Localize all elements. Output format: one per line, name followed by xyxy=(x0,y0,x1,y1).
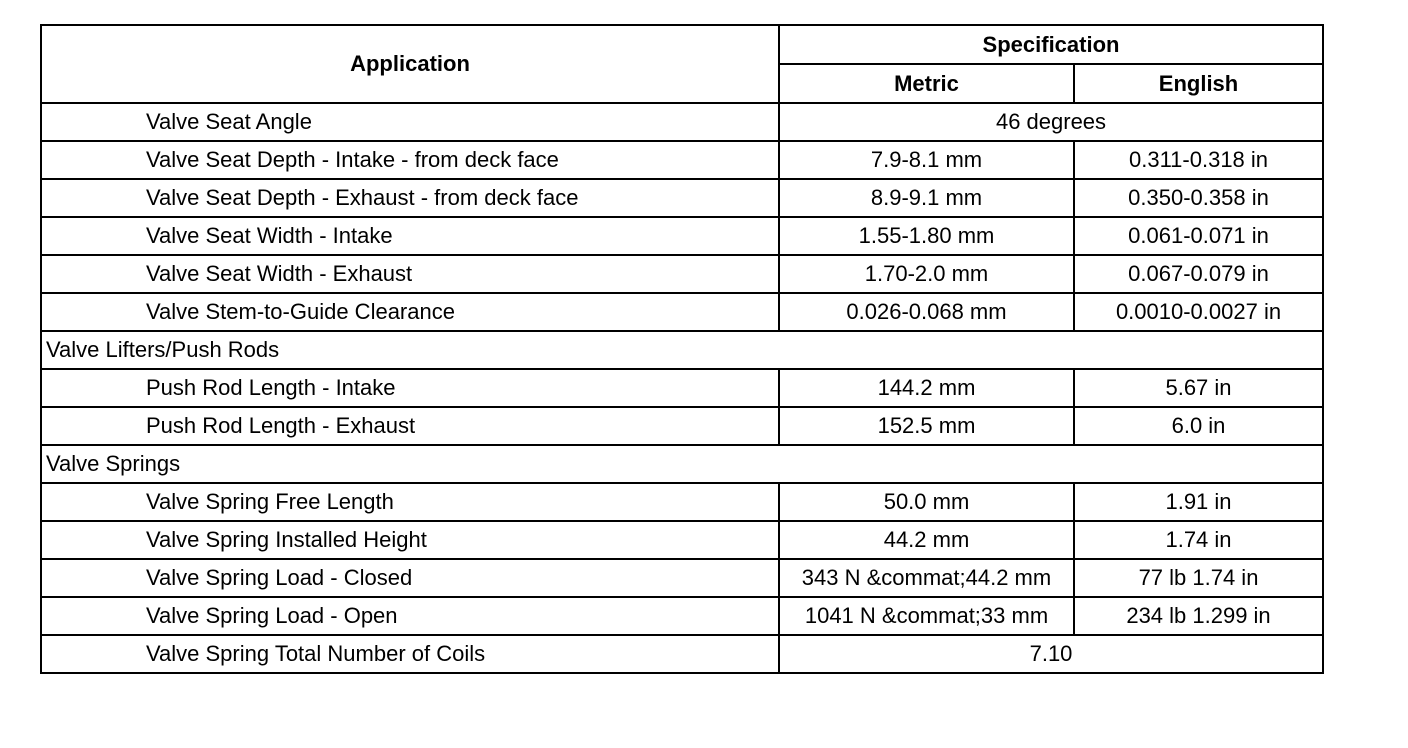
section-label: Valve Lifters/Push Rods xyxy=(41,331,1323,369)
application-cell: Push Rod Length - Exhaust xyxy=(41,407,779,445)
metric-cell: 1.70-2.0 mm xyxy=(779,255,1074,293)
specification-table xyxy=(40,24,1324,674)
section-row xyxy=(41,445,1323,483)
metric-cell: 343 N &commat;44.2 mm xyxy=(779,559,1074,597)
table-row xyxy=(41,407,1323,445)
metric-cell: 144.2 mm xyxy=(779,369,1074,407)
english-header: English xyxy=(1074,64,1323,103)
section-row xyxy=(41,331,1323,369)
english-cell: 0.350-0.358 in xyxy=(1074,179,1323,217)
application-cell: Valve Spring Installed Height xyxy=(41,521,779,559)
metric-cell: 50.0 mm xyxy=(779,483,1074,521)
table-row xyxy=(41,635,1323,673)
metric-cell: 1041 N &commat;33 mm xyxy=(779,597,1074,635)
english-cell: 0.061-0.071 in xyxy=(1074,217,1323,255)
table-row xyxy=(41,369,1323,407)
table-row xyxy=(41,103,1323,141)
section-label: Valve Springs xyxy=(41,445,1323,483)
table-row xyxy=(41,179,1323,217)
metric-cell: 152.5 mm xyxy=(779,407,1074,445)
metric-cell: 1.55-1.80 mm xyxy=(779,217,1074,255)
combined-value-cell: 46 degrees xyxy=(779,103,1323,141)
application-cell: Valve Seat Depth - Exhaust - from deck face xyxy=(41,179,779,217)
application-cell: Valve Stem-to-Guide Clearance xyxy=(41,293,779,331)
table-row xyxy=(41,521,1323,559)
metric-cell: 8.9-9.1 mm xyxy=(779,179,1074,217)
english-cell: 234 lb 1.299 in xyxy=(1074,597,1323,635)
header-row xyxy=(41,25,1323,64)
metric-cell: 7.9-8.1 mm xyxy=(779,141,1074,179)
english-cell: 5.67 in xyxy=(1074,369,1323,407)
application-cell: Valve Spring Total Number of Coils xyxy=(41,635,779,673)
english-cell: 0.067-0.079 in xyxy=(1074,255,1323,293)
table-row xyxy=(41,559,1323,597)
table-row xyxy=(41,255,1323,293)
application-header: Application xyxy=(41,25,779,103)
english-cell: 1.74 in xyxy=(1074,521,1323,559)
combined-value-cell: 7.10 xyxy=(779,635,1323,673)
table-row xyxy=(41,217,1323,255)
metric-cell: 44.2 mm xyxy=(779,521,1074,559)
application-cell: Valve Spring Load - Open xyxy=(41,597,779,635)
english-cell: 0.311-0.318 in xyxy=(1074,141,1323,179)
application-cell: Valve Seat Width - Intake xyxy=(41,217,779,255)
table-row xyxy=(41,141,1323,179)
table-row xyxy=(41,597,1323,635)
application-cell: Valve Seat Depth - Intake - from deck face xyxy=(41,141,779,179)
application-cell: Valve Seat Angle xyxy=(41,103,779,141)
table-row xyxy=(41,293,1323,331)
application-cell: Valve Spring Load - Closed xyxy=(41,559,779,597)
metric-cell: 0.026-0.068 mm xyxy=(779,293,1074,331)
english-cell: 0.0010-0.0027 in xyxy=(1074,293,1323,331)
table-row xyxy=(41,483,1323,521)
english-cell: 77 lb 1.74 in xyxy=(1074,559,1323,597)
specification-header: Specification xyxy=(779,25,1323,64)
english-cell: 6.0 in xyxy=(1074,407,1323,445)
english-cell: 1.91 in xyxy=(1074,483,1323,521)
application-cell: Valve Spring Free Length xyxy=(41,483,779,521)
metric-header: Metric xyxy=(779,64,1074,103)
application-cell: Push Rod Length - Intake xyxy=(41,369,779,407)
application-cell: Valve Seat Width - Exhaust xyxy=(41,255,779,293)
